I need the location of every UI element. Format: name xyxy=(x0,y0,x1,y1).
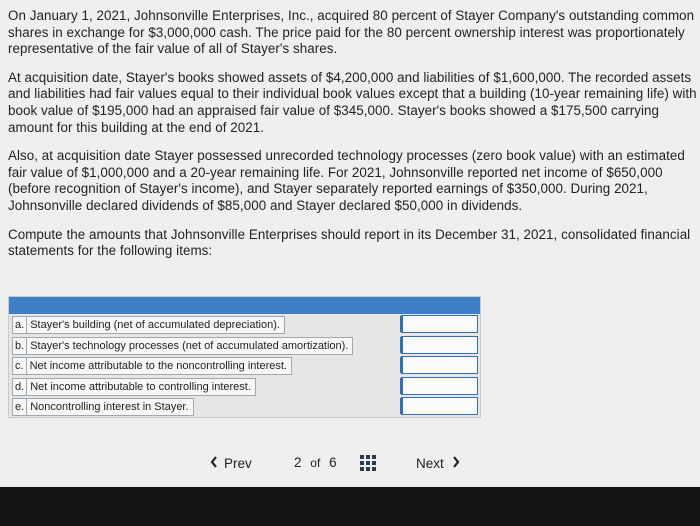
answer-input-c[interactable] xyxy=(401,356,478,374)
table-row xyxy=(9,335,480,356)
table-row xyxy=(9,314,480,335)
paragraph-technology: Also, at acquisition date Stayer possessed unrecorded technology processes (zero book value) with an estimated fair value of $1,000,000 and a 20-year remaining life. For 2021, Johnsonville reported net income of $650,000 (before recognition of Stayer's income), and Stayer separately reported earnings of $350,000. During 2021, Johnsonville declared dividends of $85,000 and Stayer declared $50,000 in dividends. xyxy=(8,148,685,213)
answer-input-e[interactable] xyxy=(401,397,478,415)
chevron-right-icon xyxy=(452,455,460,471)
row-label xyxy=(12,357,292,375)
page-separator: of xyxy=(310,456,321,470)
chevron-left-icon xyxy=(210,455,218,471)
row-label xyxy=(12,378,256,396)
prev-label: Prev xyxy=(224,455,252,471)
row-letter: d. xyxy=(13,379,27,395)
pagination-nav xyxy=(0,452,700,474)
row-text: Noncontrolling interest in Stayer. xyxy=(30,401,189,413)
grid-icon[interactable] xyxy=(360,455,376,471)
answer-table xyxy=(8,296,481,418)
paragraph-instructions: Compute the amounts that Johnsonville Enterprises should report in its December 31, 2021, consolidated financial statements for the following items: xyxy=(8,226,691,259)
row-letter: b. xyxy=(13,338,27,354)
paragraph-acquisition: At acquisition date, Stayer's books showed assets of $4,200,000 and liabilities of $1,600,000. The recorded assets and liabilities had fair values equal to their individual book values except that a building (10-year remaining life) with book value of $195,000 had an appraised fair value of $345,000. Stayer's books showed a $175,500 carrying amount for this building at the end of 2021. xyxy=(8,69,697,135)
row-letter: a. xyxy=(13,317,27,333)
answer-input-d[interactable] xyxy=(401,377,478,395)
row-text: Stayer's technology processes (net of accumulated amortization). xyxy=(30,339,349,352)
page-current: 2 xyxy=(294,455,302,470)
row-letter: c. xyxy=(13,358,27,374)
question-content xyxy=(8,8,698,271)
answer-input-a[interactable] xyxy=(401,315,478,333)
row-label xyxy=(12,337,353,355)
row-text: Stayer's building (net of accumulated depreciation). xyxy=(30,319,280,331)
table-row xyxy=(9,376,480,397)
screen-bottom-bar xyxy=(0,487,700,526)
table-row xyxy=(9,396,480,417)
table-row xyxy=(9,355,480,376)
answer-input-b[interactable] xyxy=(401,336,478,354)
next-button[interactable] xyxy=(416,455,460,471)
row-letter: e. xyxy=(13,399,27,415)
row-text: Net income attributable to controlling interest. xyxy=(30,380,251,393)
row-label xyxy=(12,316,285,334)
row-text: Net income attributable to the noncontrolling interest. xyxy=(29,360,287,372)
prev-button[interactable] xyxy=(210,455,252,471)
answer-table-header xyxy=(9,297,480,314)
paragraph-intro: On January 1, 2021, Johnsonville Enterprises, Inc., acquired 80 percent of Stayer Company's outstanding common shares in exchange for $3,000,000 cash. The price paid for the 80 percent ownership interest was proportionately representative of the fair value of all of Stayer's shares. xyxy=(8,8,695,57)
page-indicator xyxy=(294,455,337,470)
row-label xyxy=(12,398,194,416)
page-total: 6 xyxy=(329,455,337,470)
next-label: Next xyxy=(416,455,444,471)
